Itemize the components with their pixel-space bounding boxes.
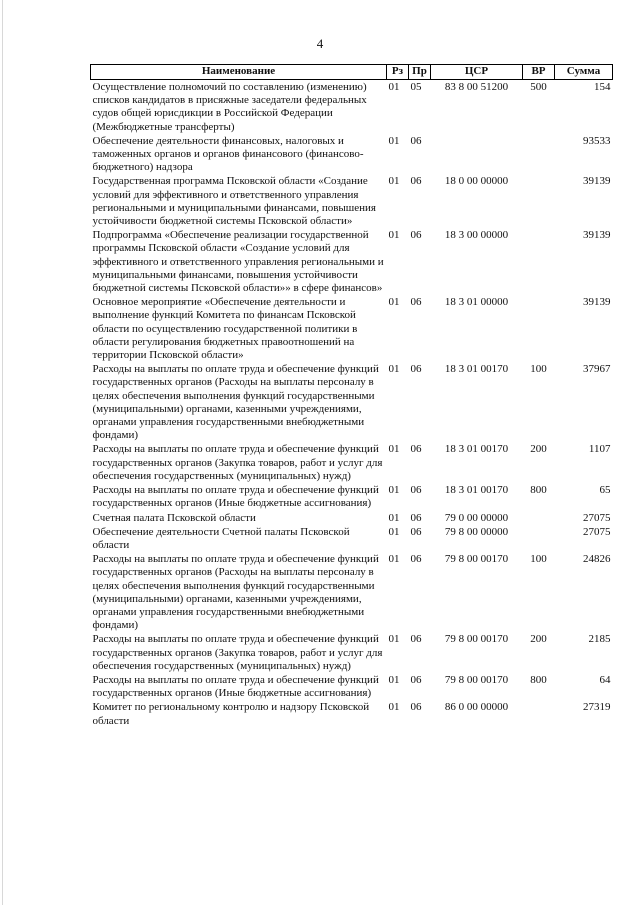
cell-pr: 06 bbox=[410, 525, 422, 538]
cell-csr: 79 8 00 00170 bbox=[444, 673, 509, 686]
header-csr: ЦСР bbox=[431, 65, 523, 80]
table-body bbox=[91, 80, 613, 728]
cell-vr: 100 bbox=[530, 553, 547, 566]
cell-csr: 18 0 00 00000 bbox=[444, 175, 509, 188]
cell-sum: 37967 bbox=[583, 363, 611, 376]
cell-csr: 18 3 01 00000 bbox=[444, 296, 509, 309]
cell-vr bbox=[523, 511, 555, 525]
cell-sum: 39139 bbox=[583, 296, 611, 309]
cell-pr: 06 bbox=[410, 511, 422, 524]
table-row bbox=[91, 511, 613, 525]
cell-rz: 01 bbox=[388, 633, 400, 646]
table-row bbox=[91, 134, 613, 175]
cell-sum: 1107 bbox=[588, 443, 611, 456]
cell-csr: 83 8 00 51200 bbox=[444, 81, 509, 93]
cell-vr bbox=[523, 700, 555, 727]
table-row bbox=[91, 632, 613, 673]
cell-csr: 79 8 00 00170 bbox=[444, 633, 509, 646]
cell-csr: 18 3 01 00170 bbox=[444, 484, 509, 497]
header-pr: Пр bbox=[409, 65, 431, 80]
cell-vr: 500 bbox=[530, 81, 547, 93]
cell-rz: 01 bbox=[388, 81, 400, 93]
table-row bbox=[91, 362, 613, 442]
cell-name: Расходы на выплаты по оплате труда и обеспечение функций государственных органов (Расходы на выплаты персоналу в целях обеспечения выполнения функций государственными (муниципальными) органами, казенными учреждениями, органами управления государственными внебюджетными фондами) bbox=[92, 363, 379, 442]
cell-sum: 39139 bbox=[583, 175, 611, 188]
cell-pr: 06 bbox=[410, 443, 422, 456]
cell-sum: 154 bbox=[594, 81, 611, 93]
cell-rz: 01 bbox=[388, 229, 400, 242]
header-name: Наименование bbox=[91, 65, 387, 80]
cell-pr: 06 bbox=[410, 673, 422, 686]
cell-name: Осуществление полномочий по составлению (изменению) списков кандидатов в присяжные заседатели федеральных судов общей юрисдикции в Российской Федерации (Межбюджетные трансферты) bbox=[92, 81, 367, 133]
cell-rz: 01 bbox=[388, 296, 400, 309]
cell-sum: 27075 bbox=[583, 525, 611, 538]
cell-vr bbox=[523, 295, 555, 362]
cell-rz: 01 bbox=[388, 175, 400, 188]
page-edge bbox=[2, 0, 3, 905]
cell-sum: 93533 bbox=[583, 134, 611, 147]
table-row bbox=[91, 295, 613, 362]
cell-csr: 18 3 00 00000 bbox=[444, 229, 509, 242]
cell-pr: 06 bbox=[410, 363, 422, 376]
cell-rz: 01 bbox=[388, 701, 400, 714]
table-row bbox=[91, 442, 613, 483]
cell-name: Государственная программа Псковской области «Создание условий для эффективного и ответственного управления региональными и муниципальными финансами, повышения устойчивости бюджетной системы Псковской области» bbox=[92, 175, 376, 228]
cell-sum: 27075 bbox=[583, 511, 611, 524]
table-row bbox=[91, 228, 613, 295]
cell-sum: 27319 bbox=[583, 701, 611, 714]
cell-pr: 06 bbox=[410, 701, 422, 714]
cell-rz: 01 bbox=[388, 511, 400, 524]
table-row bbox=[91, 673, 613, 700]
cell-name: Расходы на выплаты по оплате труда и обеспечение функций государственных органов (Закупка товаров, работ и услуг для обеспечения государственных (муниципальных) нужд) bbox=[92, 443, 383, 482]
cell-vr: 800 bbox=[530, 673, 547, 686]
cell-name: Обеспечение деятельности Счетной палаты Псковской области bbox=[92, 525, 350, 551]
cell-csr: 79 0 00 00000 bbox=[444, 511, 509, 524]
table-header-row bbox=[91, 65, 613, 80]
cell-csr: 18 3 01 00170 bbox=[444, 363, 509, 376]
cell-vr: 200 bbox=[530, 443, 547, 456]
cell-csr: 79 8 00 00170 bbox=[444, 553, 509, 566]
cell-pr: 06 bbox=[410, 229, 422, 242]
cell-pr: 05 bbox=[410, 81, 422, 93]
cell-sum: 39139 bbox=[583, 229, 611, 242]
table-row bbox=[91, 80, 613, 134]
cell-pr: 06 bbox=[410, 175, 422, 188]
cell-vr: 200 bbox=[530, 633, 547, 646]
table-row bbox=[91, 174, 613, 228]
header-vr: ВР bbox=[523, 65, 555, 80]
cell-sum: 24826 bbox=[583, 553, 611, 566]
cell-name: Расходы на выплаты по оплате труда и обеспечение функций государственных органов (Закупка товаров, работ и услуг для обеспечения государственных (муниципальных) нужд) bbox=[92, 633, 383, 672]
cell-pr: 06 bbox=[410, 134, 422, 147]
cell-name: Комитет по региональному контролю и надзору Псковской области bbox=[92, 701, 370, 727]
cell-rz: 01 bbox=[388, 443, 400, 456]
cell-name: Обеспечение деятельности финансовых, налоговых и таможенных органов и органов финансового (финансово-бюджетного) надзора bbox=[92, 134, 364, 174]
table-row bbox=[91, 483, 613, 510]
cell-sum: 2185 bbox=[588, 633, 611, 646]
cell-rz: 01 bbox=[388, 553, 400, 566]
cell-csr: 86 0 00 00000 bbox=[444, 701, 509, 714]
cell-name: Расходы на выплаты по оплате труда и обеспечение функций государственных органов (Иные бюджетные ассигнования) bbox=[92, 484, 379, 510]
table-row bbox=[91, 700, 613, 727]
cell-name: Основное мероприятие «Обеспечение деятельности и выполнение функций Комитета по финансам Псковской области по осуществлению государственной политики в области регулирования бюджетных правоотношений на территории Псковской области» bbox=[92, 296, 358, 362]
cell-name: Подпрограмма «Обеспечение реализации государственной программы Псковской области «Создание условий для эффективного и ответственного управления региональными и муниципальными финансами, повышения устойчивости бюджетной системы Псковской области»» в сфере финансов» bbox=[92, 229, 384, 295]
cell-pr: 06 bbox=[410, 296, 422, 309]
cell-rz: 01 bbox=[388, 484, 400, 497]
cell-vr: 100 bbox=[530, 363, 547, 376]
header-sum: Сумма bbox=[555, 65, 613, 80]
cell-name: Расходы на выплаты по оплате труда и обеспечение функций государственных органов (Иные бюджетные ассигнования) bbox=[92, 673, 379, 700]
cell-csr: 18 3 01 00170 bbox=[444, 443, 509, 456]
cell-rz: 01 bbox=[388, 525, 400, 538]
cell-name: Расходы на выплаты по оплате труда и обеспечение функций государственных органов (Расходы на выплаты персоналу в целях обеспечения выполнения функций государственными (муниципальными) органами, казенными учреждениями, органами управления государственными внебюджетными фондами) bbox=[92, 553, 379, 632]
cell-vr bbox=[523, 134, 555, 175]
cell-rz: 01 bbox=[388, 363, 400, 376]
cell-sum: 65 bbox=[599, 484, 611, 497]
cell-rz: 01 bbox=[388, 134, 400, 147]
table-row bbox=[91, 552, 613, 632]
table-row bbox=[91, 525, 613, 552]
cell-vr bbox=[523, 174, 555, 228]
budget-table bbox=[90, 64, 613, 728]
header-rz: Рз bbox=[387, 65, 409, 80]
cell-name: Счетная палата Псковской области bbox=[92, 511, 256, 524]
cell-pr: 06 bbox=[410, 633, 422, 646]
cell-csr: 79 8 00 00000 bbox=[444, 525, 509, 538]
cell-vr bbox=[523, 525, 555, 552]
page-number: 4 bbox=[316, 36, 324, 51]
cell-pr: 06 bbox=[410, 484, 422, 497]
cell-rz: 01 bbox=[388, 673, 400, 686]
cell-csr bbox=[431, 134, 523, 175]
cell-vr bbox=[523, 228, 555, 295]
cell-pr: 06 bbox=[410, 553, 422, 566]
cell-vr: 800 bbox=[530, 484, 547, 497]
cell-sum: 64 bbox=[599, 673, 611, 686]
